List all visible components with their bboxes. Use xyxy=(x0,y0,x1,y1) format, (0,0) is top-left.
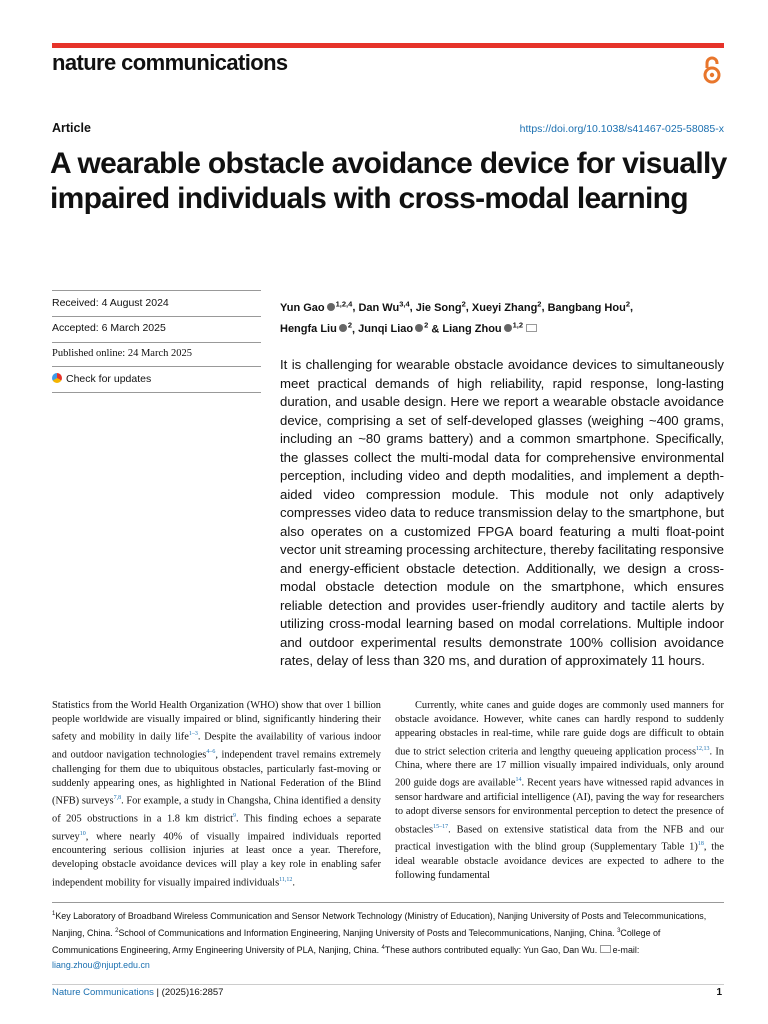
text-run: . Despite the availability of various indoor and outdoor navigation technologies xyxy=(52,731,381,761)
author[interactable]: Hengfa Liu $^2$ xyxy=(280,320,353,336)
received-date: Received: 4 August 2024 xyxy=(52,297,169,309)
text-run: , where nearly 40% of visually impaired individuals reported encountering serious collision injuries at least once a year. Therefore, developing obstacle avoidance devices will play a key role in enabling safer independent mobility for visually impaired individuals xyxy=(52,830,381,889)
citation-ref[interactable]: 3 xyxy=(617,927,621,934)
footer-citation: Nature Communications | (2025)16:2857 xyxy=(52,987,224,998)
citation-ref[interactable]: 9 xyxy=(232,812,236,819)
orcid-icon[interactable] xyxy=(339,324,347,332)
divider xyxy=(52,316,261,317)
author[interactable]: Junqi Liao $^2$ xyxy=(358,320,429,336)
footer-divider xyxy=(52,984,724,985)
page-number: 1 xyxy=(716,987,722,998)
abstract: It is challenging for wearable obstacle avoidance devices to simultaneously meet practical demands of high reliability, rapid response, long-lasting duration, and usable design. Here we report a wearable obstacle avoidance device, comprising a set of self-developed glasses (weighing ~400 grams, including an ~80 grams battery) and a common smartphone. Specifically, the glasses collect the multi-modal data for comprehensive environmental perception, including video and depth modalities, and implement a depth-aided video compression module. This module not only adaptively compresses video data to reduce transmission delay to the smartphone, but also operates on a customized FPGA board featuring a multi float-point vector unit streaming processing architecture, thereby facilitating responsive and energy-efficient obstacle detection. Additionally, we design a cross-modal obstacle detection module on the smartphone, which ensures reliable detection and provides user-friendly auditory and tactile alerts by utilizing cross-modal learning based on modal correlations. Multiple indoor and outdoor experimental results demonstrate 100% collision avoidance rates, delay of less than 320 ms, and duration of approximately 11 hours. xyxy=(280,357,724,668)
paragraph xyxy=(52,699,381,890)
orcid-icon[interactable] xyxy=(415,324,423,332)
text-run: College of Communications Engineering, Army Engineering University of PLA, Nanjing, China. xyxy=(52,927,661,955)
text-run: . Recent years have witnessed rapid advances in sensor hardware and artificial intelligence (AI), paving the way for researchers to adopt diverse sensors for environmental perception to detect the presence of obstacles xyxy=(395,777,724,836)
check-updates-button[interactable] xyxy=(52,373,261,385)
citation-ref[interactable]: 4–6 xyxy=(206,749,216,756)
email-label: e-mail: xyxy=(612,944,640,955)
citation-ref[interactable]: 18 xyxy=(697,841,704,848)
author-list: Yun Gao $^{1,2,4}$, Dan Wu$^{3,4}$, Jie Song$^2$, Xueyi Zhang$^2$, Bangbang Hou$^2$, Hengfa Liu $^2$, Junqi Liao $^2$ & Liang Zhou $^{1,2}$ xyxy=(280,299,634,336)
body-column-right xyxy=(395,699,724,883)
author[interactable]: Yun Gao $^{1,2,4}$ xyxy=(280,299,353,314)
citation-ref[interactable]: 2 xyxy=(115,927,119,934)
mail-icon[interactable] xyxy=(526,324,537,332)
text-run: These authors contributed equally: Yun Gao, Dan Wu. xyxy=(384,944,600,955)
citation-ref[interactable]: 14 xyxy=(515,777,522,784)
divider xyxy=(52,342,261,343)
citation-ref[interactable]: 10 xyxy=(79,830,86,837)
author[interactable]: Bangbang Hou$^2$ xyxy=(547,299,630,314)
footer-journal-link[interactable]: Nature Communications xyxy=(52,987,154,998)
open-access-icon xyxy=(700,55,724,85)
citation-ref[interactable]: 1 xyxy=(52,911,56,917)
article-title: A wearable obstacle avoidance device for visually impaired individuals with cross-modal learning xyxy=(50,147,727,215)
text-run: . In China, where there are 17 million visually impaired individuals, only around 200 guide dogs are available xyxy=(395,746,724,789)
mail-icon xyxy=(600,945,611,953)
divider xyxy=(52,290,261,291)
body-column-left xyxy=(52,699,381,890)
article-type: Article xyxy=(52,121,91,135)
doi-link[interactable]: https://doi.org/10.1038/s41467-025-58085-x xyxy=(519,123,724,135)
citation-ref[interactable]: 4 xyxy=(381,944,385,951)
check-updates-label: Check for updates xyxy=(66,373,152,385)
text-run: . For example, a study in Changsha, China identified a density of 205 obstructions in a 1.8 km district xyxy=(52,795,381,825)
text-run: Currently, white canes and guide doges are commonly used manners for obstacle avoidance. However, white canes can hardly respond to suddenly appearing obstacles in real-time, while rare guide dogs are difficult to obtain due to strict selection criteria and lengthy queueing application process xyxy=(395,700,724,758)
email-link[interactable]: liang.zhou@njupt.edu.cn xyxy=(52,959,150,970)
citation-ref[interactable]: 1–3 xyxy=(188,731,198,738)
accepted-date: Accepted: 6 March 2025 xyxy=(52,322,166,334)
author[interactable]: Dan Wu$^{3,4}$ xyxy=(358,299,410,314)
footnote-divider xyxy=(52,902,724,903)
text-run: School of Communications and Information Engineering, Nanjing University of Posts and Telecommunications, Nanjing, China. xyxy=(118,927,618,938)
paragraph xyxy=(395,699,724,883)
text-run: . Based on extensive statistical data from the NFB and our practical investigation with the blind group (Supplementary Table 1) xyxy=(395,824,724,853)
orcid-icon[interactable] xyxy=(327,303,335,311)
affiliations xyxy=(52,907,722,973)
journal-name: nature communications xyxy=(52,50,288,75)
citation-ref[interactable]: 11,12 xyxy=(279,876,293,883)
author[interactable]: Liang Zhou $^{1,2}$ xyxy=(442,320,524,336)
check-updates-icon xyxy=(52,373,62,383)
citation-ref[interactable]: 7,8 xyxy=(113,795,122,802)
author[interactable]: Xueyi Zhang$^2$ xyxy=(471,299,542,314)
text-run: . This finding echoes a separate survey xyxy=(52,813,381,842)
divider xyxy=(52,366,261,367)
author[interactable]: Jie Song$^2$ xyxy=(415,299,466,314)
text-run: , independent travel remains extremely challenging for them due to ubiquitous obstacles, particularly fast-moving or suddenly appearing ones, as highlighted in National Federation of the Blind (NFB) surveys xyxy=(52,749,381,807)
published-date: Published online: 24 March 2025 xyxy=(52,348,192,359)
orcid-icon[interactable] xyxy=(504,324,512,332)
citation-ref[interactable]: 15–17 xyxy=(433,823,449,830)
text-run: Statistics from the World Health Organization (WHO) show that over 1 billion people worldwide are visually impaired or blind, significantly hindering their safety and mobility in daily life xyxy=(52,700,381,743)
top-accent-bar xyxy=(52,43,724,48)
citation-ref[interactable]: 12,13 xyxy=(696,745,710,752)
text-run: . xyxy=(292,877,296,889)
text-run: Key Laboratory of Broadband Wireless Communication and Sensor Network Technology (Ministry of Education), Nanjing University of Posts and Telecommunications, Nanjing, China. xyxy=(52,910,707,938)
text-run: , the ideal wearable obstacle avoidance devices are expected to adhere to the following fundamental xyxy=(395,841,724,882)
divider xyxy=(52,392,261,393)
